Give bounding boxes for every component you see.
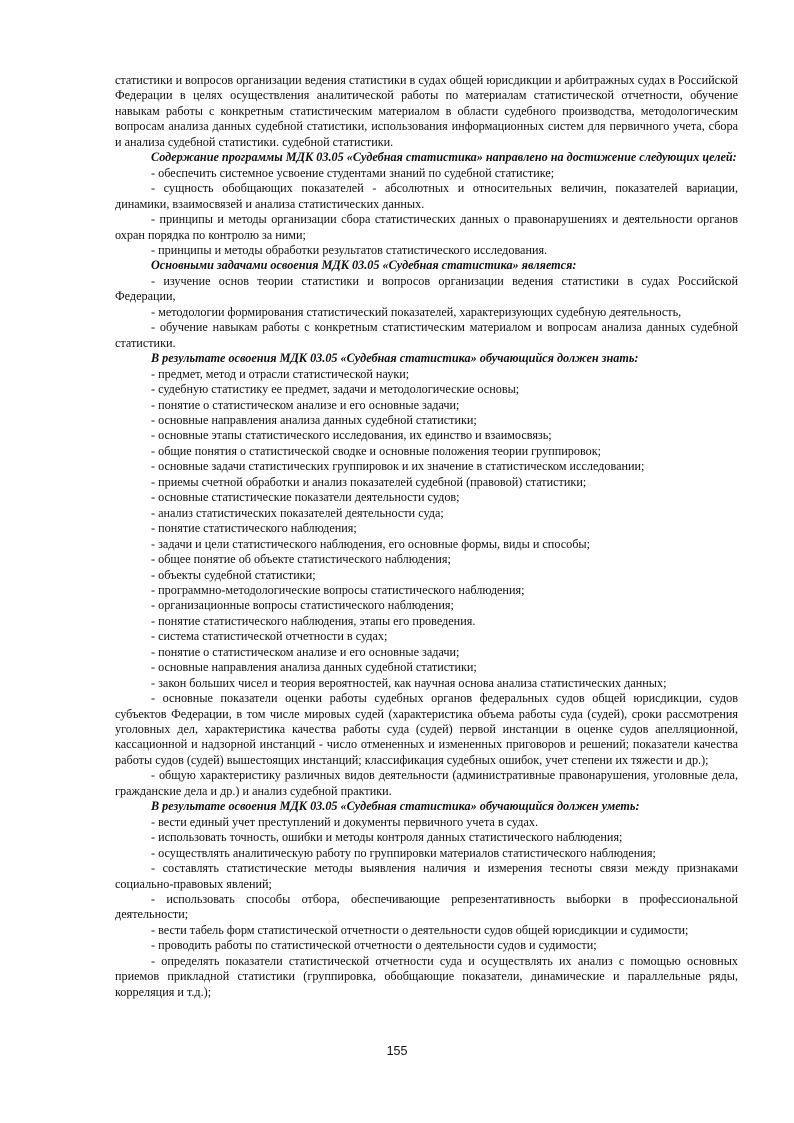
list-item: - программно-методологические вопросы статистического наблюдения; <box>151 582 525 597</box>
should-be-able-list <box>115 815 738 1000</box>
list-item: - проводить работы по статистической отчетности о деятельности судов и судимости; <box>151 938 597 953</box>
list-item: - основные задачи статистических группировок и их значение в статистическом исследовании; <box>151 459 645 474</box>
list-item: - анализ статистических показателей деятельности суда; <box>151 505 444 520</box>
list-item: - основные направления анализа данных судебной статистики; <box>151 660 477 675</box>
list-item: - понятие статистического наблюдения, этапы его проведения. <box>151 613 476 628</box>
list-item: - общее понятие об объекте статистического наблюдения; <box>151 552 451 567</box>
list-item: - обучение навыкам работы с конкретным статистическим материалом и вопросам анализа данных судебной статистики. <box>115 320 738 350</box>
list-item: - основные направления анализа данных судебной статистики; <box>151 412 477 427</box>
main-tasks-list <box>115 274 738 351</box>
should-know-list <box>115 367 738 800</box>
list-item: - осуществлять аналитическую работу по группировки материалов статистического наблюдения; <box>151 845 656 860</box>
list-item: - обеспечить системное усвоение студентами знаний по судебной статистике; <box>151 165 555 180</box>
content-goals-list <box>115 166 738 259</box>
list-item: - закон больших чисел и теория вероятностей, как научная основа анализа статистических данных; <box>151 675 667 690</box>
list-item: - основные статистические показатели деятельности судов; <box>151 490 460 505</box>
heading-main-tasks: Основными задачами освоения МДК 03.05 «Судебная статистика» является: <box>151 258 577 273</box>
list-item: - определять показатели статистической отчетности суда и осуществлять их анализ с помощью основных приемов прикладной статистики (группировка, обобщающие показатели, динамические и параллельные ряды, корреляция и т.д.); <box>115 953 738 999</box>
list-item: - принципы и методы организации сбора статистических данных о правонарушениях и деятельности органов охран порядка по контролю за ними; <box>115 212 738 242</box>
list-item: - основные этапы статистического исследования, их единство и взаимосвязь; <box>151 428 552 443</box>
intro-paragraph: статистики и вопросов организации ведения статистики в судах общей юрисдикции и арбитражных судах в Российской Федерации в целях осуществления аналитической работы по материалам статистической отчетности, обучение навыкам работы с конкретным статистическим материалом в области судебного производства, методологическим вопросам анализа данных судебной статистики, использования информационных систем для первичного учета, сбора и анализа судебной статистики. судебной статистики. <box>115 73 738 149</box>
list-item: - понятие о статистическом анализе и его основные задачи; <box>151 644 460 659</box>
list-item: - приемы счетной обработки и анализ показателей судебной (правовой) статистики; <box>151 474 587 489</box>
list-item: - судебную статистику ее предмет, задачи и методологические основы; <box>151 382 520 397</box>
list-item: - общие понятия о статистической сводке и основные положения теории группировок; <box>151 443 602 458</box>
heading-content-goals: Содержание программы МДК 03.05 «Судебная статистика» направлено на достижение следующих целей: <box>151 150 737 165</box>
heading-should-be-able: В результате освоения МДК 03.05 «Судебная статистика» обучающийся должен уметь: <box>151 799 640 814</box>
list-item: - общую характеристику различных видов деятельности (административные правонарушения, уголовные дела, гражданские дела и др.) и анализ судебной практики. <box>115 768 738 798</box>
list-item: - задачи и цели статистического наблюдения, его основные формы, виды и способы; <box>151 536 590 551</box>
list-item: - сущность обобщающих показателей - абсолютных и относительных величин, показателей вариации, динамики, взаимосвязей и анализа статистических данных. <box>115 181 738 211</box>
heading-should-know: В результате освоения МДК 03.05 «Судебная статистика» обучающийся должен знать: <box>151 351 639 366</box>
list-item: - объекты судебной статистики; <box>151 567 316 582</box>
list-item: - вести табель форм статистической отчетности о деятельности судов общей юрисдикции и судимости; <box>151 922 689 937</box>
list-item: - использовать способы отбора, обеспечивающие репрезентативность выборки в профессиональной деятельности; <box>115 892 738 922</box>
list-item: - принципы и методы обработки результатов статистического исследования. <box>151 242 548 257</box>
list-item: - составлять статистические методы выявления наличия и измерения тесноты связи между признаками социально-правовых явлений; <box>115 861 738 891</box>
list-item: - вести единый учет преступлений и документы первичного учета в судах. <box>151 814 539 829</box>
page-number: 155 <box>386 1044 408 1058</box>
list-item: - изучение основ теории статистики и вопросов организации ведения статистики в судах Российской Федерации, <box>115 273 738 304</box>
list-item: - организационные вопросы статистического наблюдения; <box>151 598 454 613</box>
list-item: - понятие о статистическом анализе и его основные задачи; <box>151 397 460 412</box>
list-item: - методологии формирования статистический показателей, характеризующих судебную деятельность, <box>151 304 682 319</box>
list-item: - основные показатели оценки работы судебных органов федеральных судов общей юрисдикции, судов субъектов Федерации, в том числе мировых судей (характеристика объема работы суда (судей), сроки рассмотрения уголовных дел, характеристика качества работы суда (судей) первой инстанции в оценке судов апелляционной, кассационной и надзорной инстанций - число отмененных и измененных приговоров и решений; показатели качества работы судов (судей) вышестоящих инстанций; классификация судебных ошибок, учет степени их тяжести и др.); <box>115 691 738 767</box>
list-item: - понятие статистического наблюдения; <box>151 521 357 536</box>
document-body <box>115 73 738 1000</box>
list-item: - использовать точность, ошибки и методы контроля данных статистического наблюдения; <box>151 830 623 845</box>
list-item: - предмет, метод и отрасли статистической науки; <box>151 366 410 381</box>
list-item: - система статистической отчетности в судах; <box>151 629 388 644</box>
